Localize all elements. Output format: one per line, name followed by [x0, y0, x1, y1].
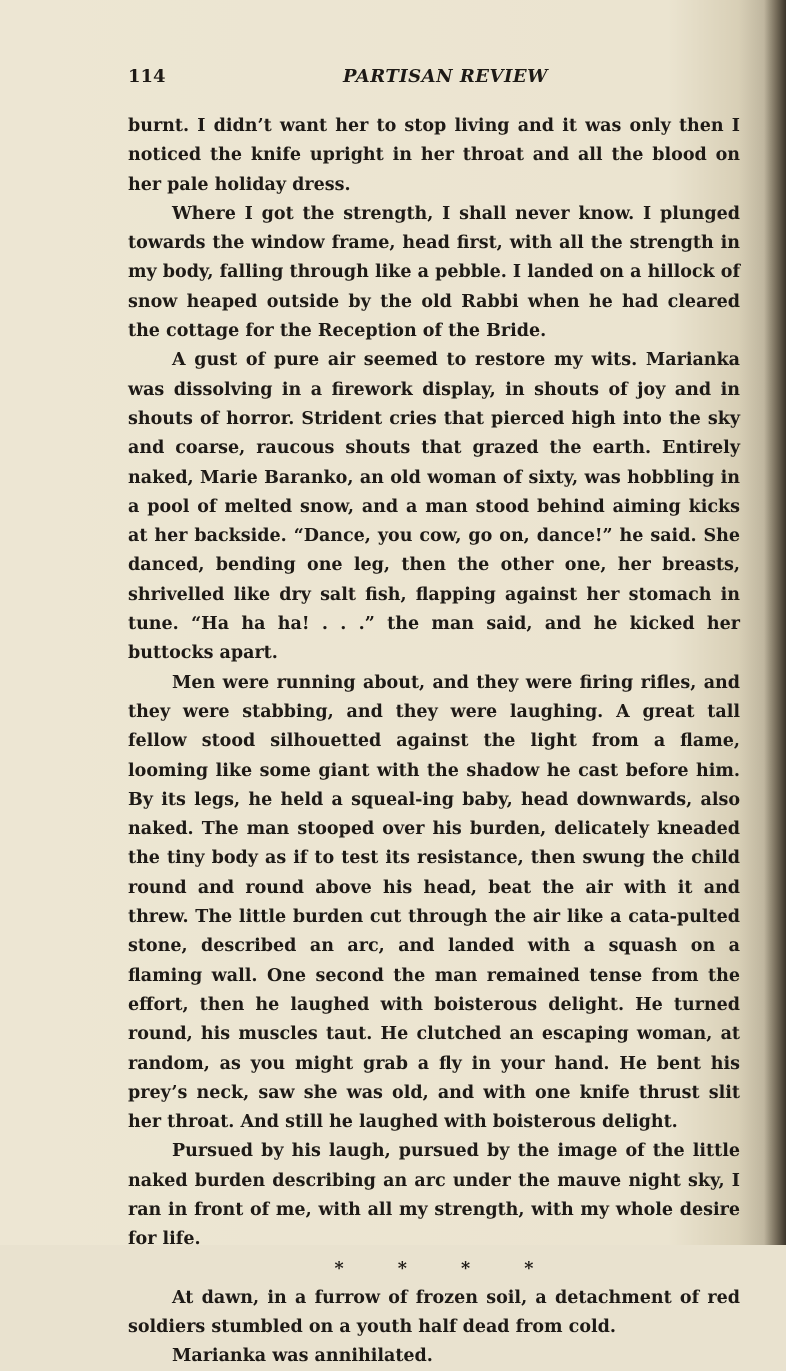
body-text	[128, 112, 740, 1371]
paragraph-1: burnt. I didn’t want her to stop living and it was only then I noticed the knife upright in her throat and all the blood on her pale holiday dress.	[128, 116, 740, 195]
paragraph-7: Marianka was annihilated.	[172, 1346, 433, 1367]
paragraph-6: At dawn, in a furrow of frozen soil, a detachment of red soldiers stumbled on a youth half dead from cold.	[128, 1287, 740, 1337]
book-spine-shadow	[764, 0, 786, 1245]
section-break: * * * *	[334, 1258, 534, 1279]
paragraph-4: Men were running about, and they were firing rifles, and they were stabbing, and they were laughing. A great tall fellow stood silhouetted against the light from a flame, looming like some giant with the shadow he cast before him. By its legs, he held a squeal-ing baby, head downwards, also naked. The man stooped over his burden, delicately kneaded the tiny body as if to test its resistance, then swung the child round and round above his head, beat the air with it and threw. The little burden cut through the air like a cata-pulted stone, described an arc, and landed with a squash on a flaming wall. One second the man remained tense from the effort, then he laughed with boisterous delight. He turned round, his muscles taut. He clutched an escaping woman, at random, as you might grab a fly in your hand. He bent his prey’s neck, saw she was old, and with one knife thrust slit her throat. And still he laughed with boisterous delight.	[128, 672, 740, 1133]
running-head: PARTISAN REVIEW	[343, 66, 548, 87]
paragraph-2: Where I got the strength, I shall never know. I plunged towards the window frame, head first, with all the strength in my body, falling through like a pebble. I landed on a hillock of snow heaped outside by the old Rabbi when he had cleared the cottage for the Reception of the Bride.	[128, 203, 740, 342]
paragraph-3: A gust of pure air seemed to restore my wits. Marianka was dissolving in a firework display, in shouts of joy and in shouts of horror. Strident cries that pierced high into the sky and coarse, raucous shouts that grazed the earth. Entirely naked, Marie Baranko, an old woman of sixty, was hobbling in a pool of melted snow, and a man stood behind aiming kicks at her backside. “Dance, you cow, go on, dance!” he said. She danced, bending one leg, then the other one, her breasts, shrivelled like dry salt fish, flapping against her stomach in tune. “Ha ha ha! . . .” the man said, and he kicked her buttocks apart.	[128, 350, 740, 664]
page-number: 114	[128, 66, 166, 87]
page-header	[128, 66, 748, 94]
paragraph-5: Pursued by his laugh, pursued by the image of the little naked burden describing an arc under the mauve night sky, I ran in front of me, with all my strength, with my whole desire for life.	[128, 1141, 740, 1250]
